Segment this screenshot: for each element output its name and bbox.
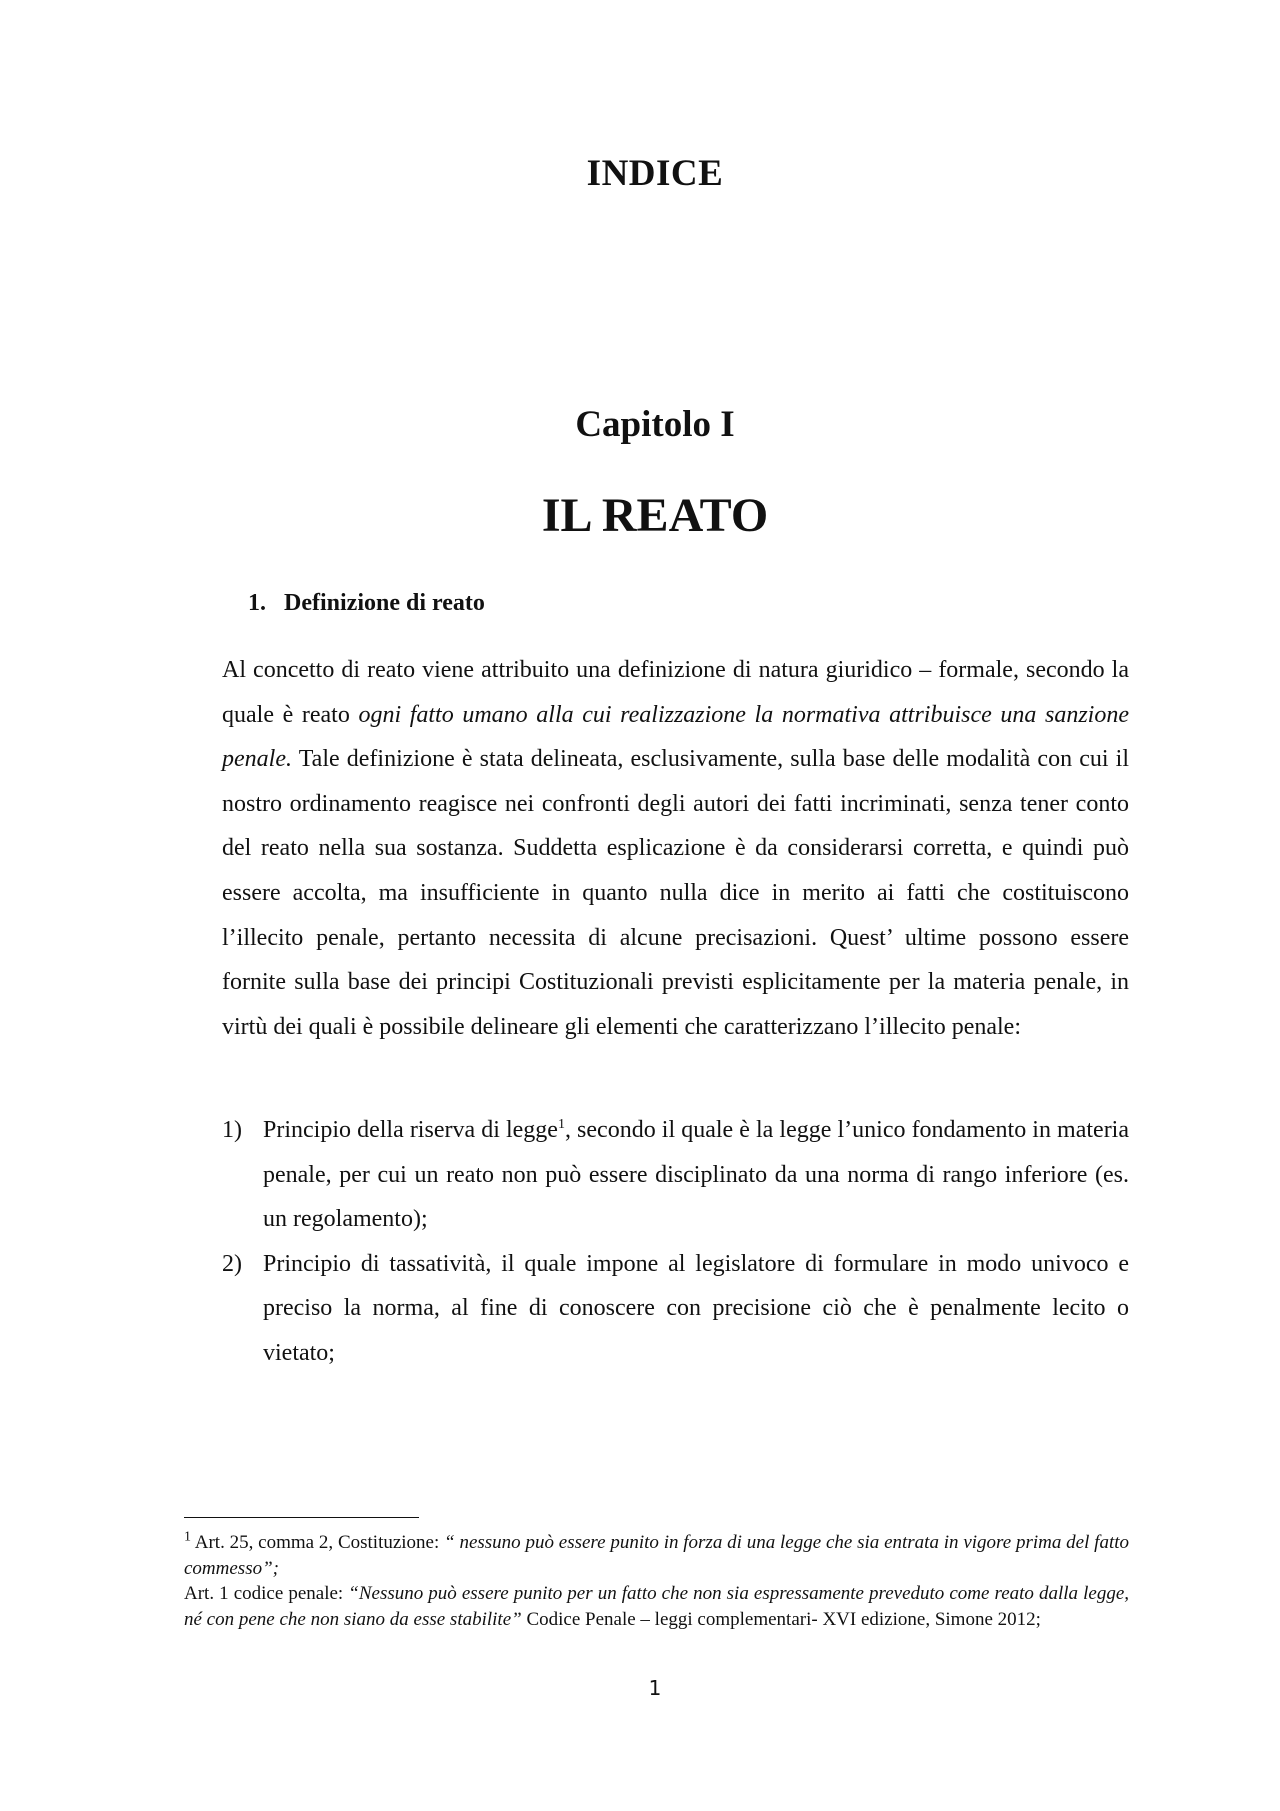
paragraph-italic-definition: ogni fatto umano alla cui realizzazione la normativa attribuisce una sanzione penale. xyxy=(222,701,1130,773)
section-number: 1. xyxy=(248,590,266,616)
footnote-lead: Art. 1 codice penale: xyxy=(184,1583,349,1604)
section-heading xyxy=(248,590,485,617)
footnote-1-continued xyxy=(184,1581,1129,1632)
footnote-reference[interactable]: 1 xyxy=(557,1117,565,1132)
chapter-label: Capitolo I xyxy=(575,404,735,445)
index-title: INDICE xyxy=(586,153,724,194)
footnote-1 xyxy=(184,1530,1129,1581)
footnotes xyxy=(184,1530,1129,1632)
body-paragraph xyxy=(222,648,1129,1049)
list-item xyxy=(222,1242,1129,1376)
footnote-source: Codice Penale – leggi complementari- XVI edizione, Simone 2012; xyxy=(521,1608,1041,1630)
list-item-text: Principio della riserva di legge xyxy=(263,1117,558,1143)
list-marker: 1) xyxy=(222,1117,242,1143)
footnote-quote: “ nessuno può essere punito in forza di una legge che sia entrata in vigore prima del fatto commesso”; xyxy=(184,1532,1130,1579)
footnote-lead: Art. 25, comma 2, Costituzione: xyxy=(191,1532,445,1553)
section-title: Definizione di reato xyxy=(284,590,485,616)
chapter-title: IL REATO xyxy=(541,489,769,542)
list-item xyxy=(222,1108,1129,1242)
footnote-separator xyxy=(184,1517,419,1518)
paragraph-text-1: Al concetto di reato viene attribuito una definizione di natura giuridico – formale, secondo la quale è reato xyxy=(222,657,1129,728)
footnote-quote: “Nessuno può essere punito per un fatto che non sia espressamente preveduto come reato dalla legge, né con pene che non siano da esse stabilite” xyxy=(184,1583,1129,1630)
footnote-number: 1 xyxy=(184,1529,191,1545)
list-marker: 2) xyxy=(222,1250,242,1277)
paragraph-text-2: Tale definizione è stata delineata, esclusivamente, sulla base delle modalità con cui il nostro ordinamento reagisce nei confronti degli autori dei fatti incriminati, senza tener conto del reato nella sua sostanza. Suddetta esplicazione è da considerarsi corretta, e quindi può essere accolta, ma insufficiente in quanto nulla dice in merito ai fatti che costituiscono l’illecito penale, pertanto necessita di alcune precisazioni. Quest’ ultime possono essere fornite sulla base dei principi Costituzionali previsti esplicitamente per la materia penale, in virtù dei quali è possibile delineare gli elementi che caratterizzano l’illecito penale: xyxy=(222,746,1129,1040)
list-item-text: Principio di tassatività, il quale impone al legislatore di formulare in modo univoco e preciso la norma, al fine di conoscere con precisione ciò che è penalmente lecito o vietato; xyxy=(263,1250,1129,1366)
list-item-text-continued: , secondo il quale è la legge l’unico fondamento in materia penale, per cui un reato non può essere disciplinato da una norma di rango inferiore (es. un regolamento); xyxy=(263,1117,1130,1233)
principles-list xyxy=(222,1108,1129,1376)
page-number: 1 xyxy=(648,1676,662,1700)
